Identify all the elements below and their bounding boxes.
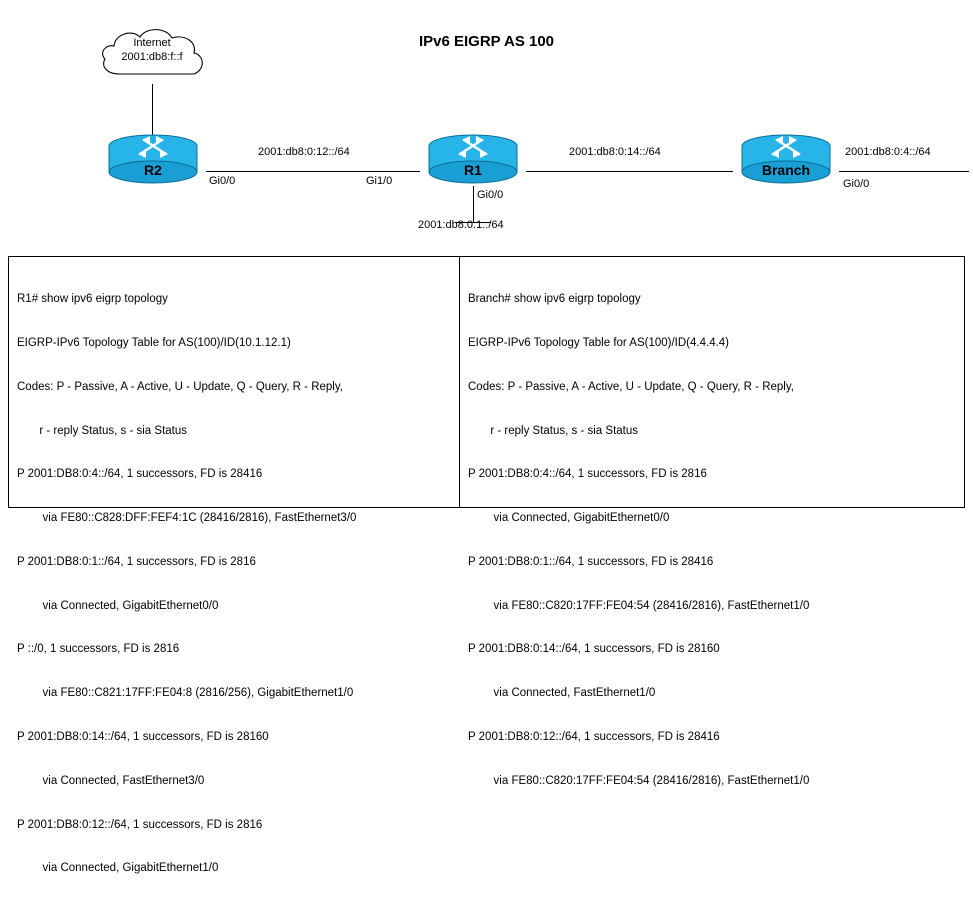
output-line: R1# show ipv6 eigrp topology — [17, 293, 168, 306]
output-line: via Connected, FastEthernet1/0 — [468, 687, 656, 700]
output-line: via FE80::C820:17FF:FE04:54 (28416/2816), FastEthernet1/0 — [468, 599, 810, 612]
output-line: Codes: P - Passive, A - Active, U - Update, Q - Query, R - Reply, — [17, 380, 343, 393]
output-line: P 2001:DB8:0:14::/64, 1 successors, FD is 28160 — [17, 731, 269, 743]
output-line: Branch# show ipv6 eigrp topology — [468, 293, 641, 306]
output-line: via FE80::C828:DFF:FEF4:1C (28416/2816), FastEthernet3/0 — [17, 512, 357, 525]
output-line: P 2001:DB8:0:12::/64, 1 successors, FD is 28416 — [468, 731, 720, 743]
router-branch-label: Branch — [761, 162, 811, 178]
output-line: via Connected, FastEthernet3/0 — [17, 774, 205, 787]
output-line: P 2001:DB8:0:14::/64, 1 successors, FD is 28160 — [468, 643, 720, 656]
output-line: P 2001:DB8:0:12::/64, 1 successors, FD is 2816 — [17, 818, 263, 831]
diagram-title: IPv6 EIGRP AS 100 — [418, 33, 555, 50]
output-line: EIGRP-IPv6 Topology Table for AS(100)/ID(4.4.4.4) — [468, 336, 730, 349]
output-line: Codes: P - Passive, A - Active, U - Update, Q - Query, R - Reply, — [468, 380, 794, 393]
label-if-branch: Gi0/0 — [843, 178, 870, 190]
output-line: via Connected, GigabitEthernet1/0 — [17, 862, 219, 875]
label-if-r1-left: Gi1/0 — [366, 175, 393, 187]
cloud-line-1: Internet — [133, 37, 171, 49]
link-r1-branch — [526, 171, 733, 172]
output-line: P 2001:DB8:0:1::/64, 1 successors, FD is 2816 — [17, 555, 256, 568]
label-net-r2-r1: 2001:db8:0:12::/64 — [258, 146, 350, 158]
output-line: via FE80::C820:17FF:FE04:54 (28416/2816), FastEthernet1/0 — [468, 774, 810, 787]
topology-diagram — [0, 0, 973, 252]
output-line: via Connected, GigabitEthernet0/0 — [17, 599, 219, 612]
link-r1-down — [473, 186, 474, 222]
cloud-line-2: 2001:db8:f::f — [121, 51, 183, 63]
link-cloud-r2 — [152, 84, 153, 136]
output-line: r - reply Status, s - sia Status — [468, 424, 638, 437]
branch-topology-output — [460, 256, 965, 787]
output-line: P 2001:DB8:0:1::/64, 1 successors, FD is 28416 — [468, 555, 714, 568]
output-line: r - reply Status, s - sia Status — [17, 424, 187, 437]
label-if-r2: Gi0/0 — [209, 175, 236, 187]
router-r2[interactable] — [100, 132, 206, 186]
router-r1-label: R1 — [464, 162, 482, 178]
label-net-r1-branch: 2001:db8:0:14::/64 — [569, 146, 661, 158]
link-branch-right — [839, 171, 969, 172]
output-line: EIGRP-IPv6 Topology Table for AS(100)/ID(10.1.12.1) — [17, 336, 291, 349]
output-line: via FE80::C821:17FF:FE04:8 (2816/256), GigabitEthernet1/0 — [17, 687, 354, 700]
output-line: P ::/0, 1 successors, FD is 2816 — [17, 643, 180, 656]
label-net-r1-down: 2001:db8:0:1::/64 — [418, 219, 504, 231]
router-r1[interactable] — [420, 132, 526, 186]
output-line: P 2001:DB8:0:4::/64, 1 successors, FD is 28416 — [17, 468, 263, 481]
cli-output-panels — [8, 256, 965, 875]
output-line: via Connected, GigabitEthernet0/0 — [468, 512, 670, 525]
router-branch[interactable] — [733, 132, 839, 186]
internet-cloud-label — [92, 36, 212, 64]
label-net-branch-right: 2001:db8:0:4::/64 — [845, 146, 931, 158]
output-line: P 2001:DB8:0:4::/64, 1 successors, FD is 2816 — [468, 468, 707, 481]
link-r2-r1 — [206, 171, 420, 172]
label-if-r1-down: Gi0/0 — [477, 189, 504, 201]
r1-topology-output — [8, 256, 460, 875]
router-r2-label: R2 — [144, 162, 162, 178]
